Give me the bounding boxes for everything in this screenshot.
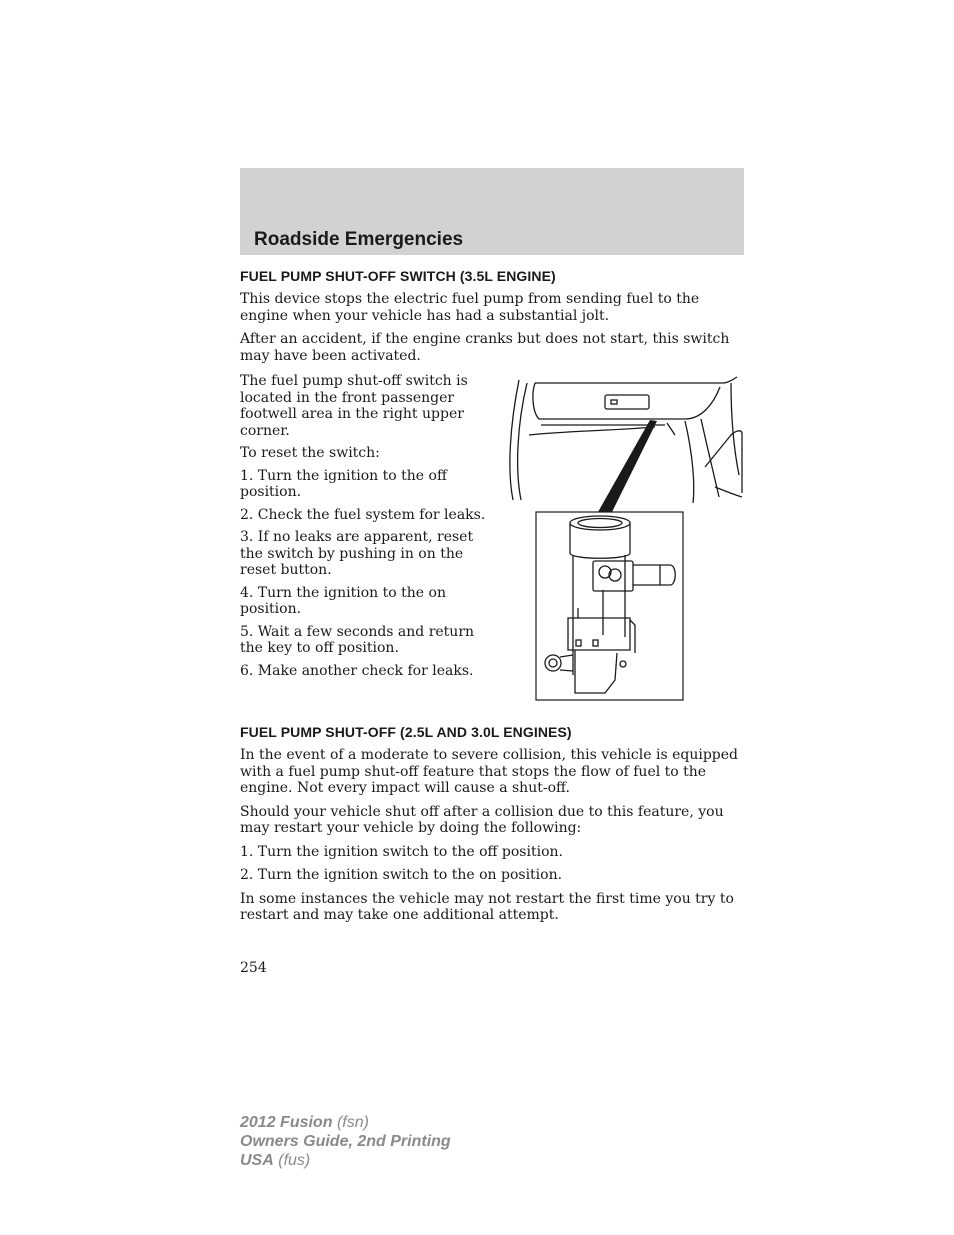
section-heading: FUEL PUMP SHUT-OFF (2.5L AND 3.0L ENGINES) (240, 724, 572, 740)
footer-region: USA (240, 1152, 274, 1169)
list-item: 2. Check the fuel system for leaks. (240, 506, 486, 523)
paragraph: In the event of a moderate to severe collision, this vehicle is equipped with a fuel pump shut-off feature that stops the flow of fuel to the engine. Not every impact will cause a shut-off. (240, 747, 738, 796)
paragraph: In some instances the vehicle may not restart the first time you try to restart and may take one additional attempt. (240, 890, 734, 923)
list-item: 6. Make another check for leaks. (240, 662, 474, 679)
chapter-title: Roadside Emergencies (254, 229, 464, 250)
reset-instructions (240, 373, 495, 685)
list-item: 1. Turn the ignition switch to the off position. (240, 843, 563, 860)
paragraph: The fuel pump shut-off switch is located in the front passenger footwell area in the right upper corner. (240, 373, 468, 439)
header-band (240, 168, 744, 255)
fuel-pump-switch-illustration (505, 375, 745, 705)
list-item: 5. Wait a few seconds and return the key to off position. (240, 623, 475, 656)
list-item: 4. Turn the ignition to the on position. (240, 584, 446, 617)
list-item: 3. If no leaks are apparent, reset the switch by pushing in on the reset button. (240, 529, 474, 578)
list-item: 1. Turn the ignition to the off position. (240, 467, 447, 500)
paragraph: To reset the switch: (240, 445, 380, 461)
footer-guide: Owners Guide, 2nd Printing (240, 1133, 451, 1150)
page-number: 254 (240, 960, 267, 976)
section-fuel-pump-shutoff-25l-30l (240, 724, 744, 931)
paragraph: This device stops the electric fuel pump from sending fuel to the engine when your vehicle has had a substantial jolt. (240, 291, 700, 324)
paragraph: Should your vehicle shut off after a collision due to this feature, you may restart your vehicle by doing the following: (240, 803, 724, 836)
paragraph: After an accident, if the engine cranks but does not start, this switch may have been activated. (240, 331, 730, 364)
footer-model: 2012 Fusion (240, 1114, 333, 1131)
section-fuel-pump-switch-35l (240, 268, 744, 371)
footer-region-code: (fus) (278, 1152, 311, 1169)
footer (240, 1113, 451, 1170)
section-heading: FUEL PUMP SHUT-OFF SWITCH (3.5L ENGINE) (240, 268, 556, 284)
footer-model-code: (fsn) (336, 1114, 369, 1131)
list-item: 2. Turn the ignition switch to the on position. (240, 867, 563, 883)
